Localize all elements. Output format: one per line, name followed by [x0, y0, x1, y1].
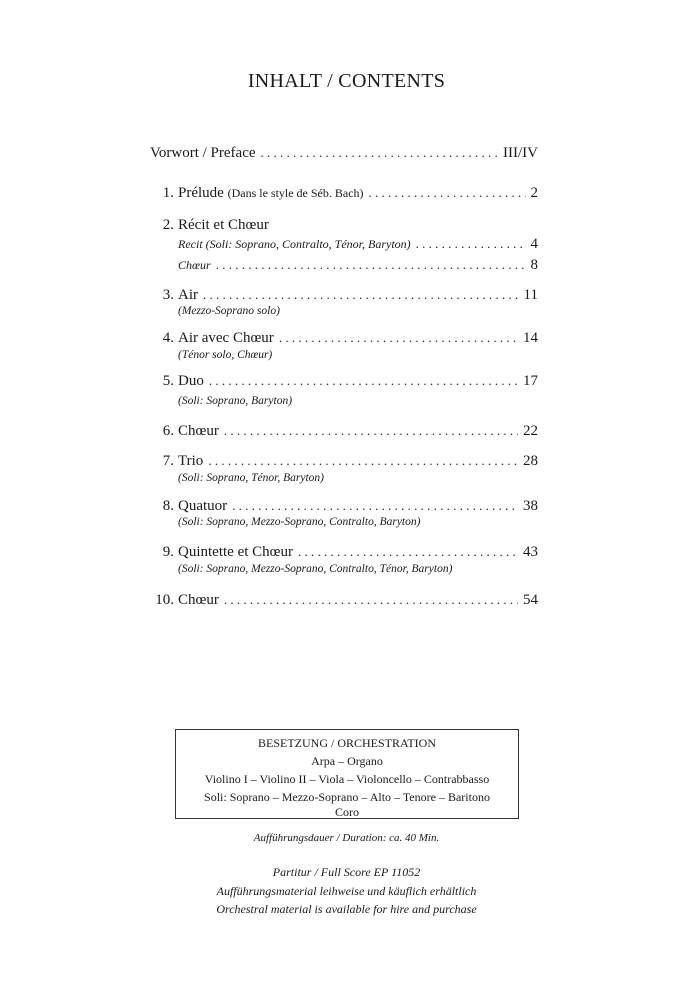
orchestration-line: Arpa – Organo: [311, 754, 383, 768]
orchestration-line: Coro: [335, 805, 359, 819]
toc-entry-10: [150, 592, 538, 609]
toc-page: 22: [523, 423, 538, 439]
toc-num: 7.: [162, 453, 174, 469]
dot-leader: [216, 257, 526, 273]
toc-entry-9: [150, 544, 538, 561]
material-note-en: Orchestral material is available for hire and purchase: [216, 902, 477, 916]
toc-num: 5.: [162, 373, 174, 389]
toc-entry-3: [150, 287, 538, 304]
material-note-de: Aufführungsmaterial leihweise und käuflich erhältlich: [216, 884, 477, 898]
toc-num: 1.: [162, 185, 174, 201]
toc-title: Vorwort / Preface: [150, 145, 256, 161]
score-number: Partitur / Full Score EP 11052: [272, 865, 421, 879]
toc-page: 14: [523, 330, 538, 346]
dot-leader: [232, 498, 518, 514]
dot-leader: [208, 453, 518, 469]
orchestration-heading: BESETZUNG / ORCHESTRATION: [257, 736, 436, 750]
toc-title: Air: [178, 287, 198, 303]
dot-leader: [279, 330, 518, 346]
page-title: INHALT / CONTENTS: [247, 70, 446, 92]
toc-title: Trio: [178, 453, 204, 469]
toc-title: Chœur: [178, 258, 211, 272]
dot-leader: [209, 373, 518, 389]
dot-leader: [224, 423, 518, 439]
toc-entry-7: [150, 453, 538, 470]
toc-page: 11: [523, 287, 538, 303]
toc-num: 9.: [162, 544, 174, 560]
toc-title: Récit et Chœur: [178, 217, 269, 233]
toc-num: 8.: [162, 498, 174, 514]
toc-subtitle: (Soli: Soprano, Baryton): [178, 395, 293, 407]
toc-title: Chœur: [178, 423, 219, 439]
orchestration-line: Soli: Soprano – Mezzo-Soprano – Alto – Tenore – Baritono: [204, 790, 490, 804]
toc-title: Prélude: [178, 185, 224, 201]
toc-num: 10.: [155, 592, 174, 608]
toc-entry-5: [150, 373, 538, 390]
toc-title: Recit (Soli: Soprano, Contralto, Ténor, Baryton): [178, 237, 411, 251]
dot-leader: [203, 287, 519, 303]
toc-subtitle: (Mezzo-Soprano solo): [178, 305, 280, 317]
toc-entry-4: [150, 330, 538, 347]
duration-note: Aufführungsdauer / Duration: ca. 40 Min.: [253, 832, 440, 844]
toc-page: 38: [523, 498, 538, 514]
orchestration-line: Violino I – Violino II – Viola – Violoncello – Contrabbasso: [204, 772, 490, 786]
dot-leader: [298, 544, 518, 560]
toc-num: 4.: [162, 330, 174, 346]
toc-subtitle: (Soli: Soprano, Mezzo-Soprano, Contralto, Ténor, Baryton): [178, 563, 453, 575]
toc-title: Quatuor: [178, 498, 228, 514]
toc-page: 54: [523, 592, 538, 608]
toc-entry-2: [150, 217, 538, 234]
toc-page: 8: [530, 257, 538, 273]
toc-subtitle: (Ténor solo, Chœur): [178, 349, 273, 361]
toc-preface: [150, 145, 538, 162]
toc-entry-8: [150, 498, 538, 515]
toc-page: III/IV: [503, 145, 538, 161]
toc-entry-2-recit: [150, 236, 538, 253]
toc-title: Duo: [178, 373, 204, 389]
toc-page: 43: [523, 544, 538, 560]
dot-leader: [369, 185, 526, 201]
toc-entry-6: [150, 423, 538, 440]
toc-note: (Dans le style de Séb. Bach): [227, 186, 364, 200]
toc-num: 6.: [162, 423, 174, 439]
toc-entry-1: [150, 185, 538, 202]
toc-num: 2.: [162, 217, 174, 233]
dot-leader: [416, 236, 526, 252]
toc-title: Air avec Chœur: [178, 330, 274, 346]
toc-subtitle: (Soli: Soprano, Mezzo-Soprano, Contralto, Baryton): [178, 516, 421, 528]
toc-entry-2-choeur: [150, 257, 538, 274]
toc-subtitle: (Soli: Soprano, Ténor, Baryton): [178, 472, 324, 484]
toc-title: Chœur: [178, 592, 219, 608]
toc-title: Quintette et Chœur: [178, 544, 293, 560]
dot-leader: [224, 592, 518, 608]
toc-page: 4: [530, 236, 538, 252]
orchestration-box: [175, 729, 519, 819]
toc-num: 3.: [162, 287, 174, 303]
dot-leader: [261, 145, 498, 161]
toc-page: 2: [530, 185, 538, 201]
toc-page: 17: [523, 373, 538, 389]
toc-page: 28: [523, 453, 538, 469]
